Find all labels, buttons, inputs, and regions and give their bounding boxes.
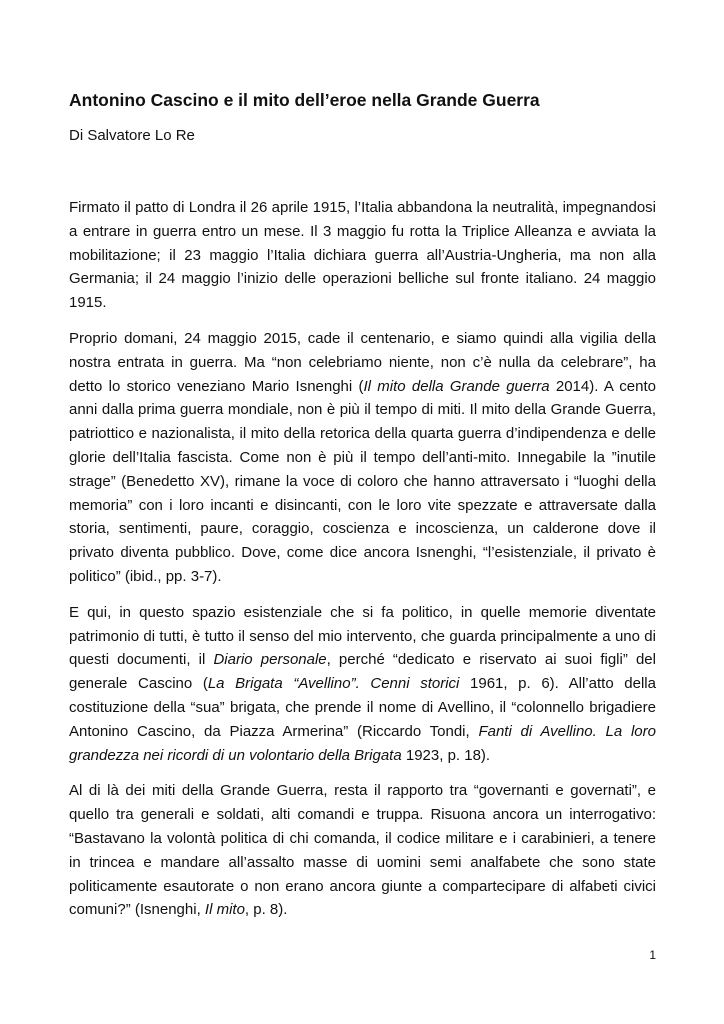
text-run: , p. 8). <box>244 901 288 919</box>
text-run: Al di là dei miti della Grande Guerra, resta il rapporto tra “governanti e governati”, e quello tra generali e soldati, alti comandi e truppa. Risuona ancora un interrogativo: “Bastavano la volontà politica di chi comanda, il codice militare e i carabinieri, a tenere in trincea e mandare all’assalto masse di uomini semi analfabete che sono state politicamente esautorate o non erano ancora giunte a compartecipare di alfabeti civici comuni?” (Isnenghi, <box>69 782 656 919</box>
text-run: , perché “dedicato e riservato ai suoi figli” del generale Cascino ( <box>69 651 656 693</box>
italic-text-run: Diario personale <box>213 651 327 669</box>
paragraph-1 <box>69 196 656 315</box>
italic-text-run: Il mito della Grande guerra <box>363 377 550 395</box>
text-run: Proprio domani, 24 maggio 2015, cade il centenario, e siamo quindi alla vigilia della nostra entrata in guerra. Ma “non celebriamo niente, non c’è nulla da celebrare”, ha detto lo storico veneziano Mario Isnenghi ( <box>69 329 656 395</box>
text-run: 1961, p. 6). All’atto della costituzione della “sua” brigata, che prende il nome di Avellino, il “colonnello brigadiere Antonino Cascino, da Piazza Armerina” (Riccardo Tondi, <box>69 675 656 740</box>
author-line: Di Salvatore Lo Re <box>69 127 195 144</box>
italic-text-run: Fanti di Avellino. La loro grandezza nei ricordi di un volontario della Brigata <box>69 722 656 764</box>
document-title: Antonino Cascino e il mito dell’eroe nella Grande Guerra <box>69 90 540 110</box>
paragraph-3 <box>69 601 656 768</box>
paragraph-4 <box>69 779 656 922</box>
paragraph-2 <box>69 327 656 589</box>
text-run: Firmato il patto di Londra il 26 aprile 1915, l’Italia abbandona la neutralità, impegnandosi a entrare in guerra entro un mese. Il 3 maggio fu rotta la Triplice Alleanza e avviata la mobilitazione; il 23 maggio l’Italia dichiara guerra all’Austria-Ungheria, ma non alla Germania; il 24 maggio l’inizio delle operazioni belliche sul fronte italiano. 24 maggio 1915. <box>69 199 656 312</box>
text-run: 1923, p. 18). <box>401 746 491 764</box>
italic-text-run: La Brigata “Avellino”. Cenni storici <box>207 675 460 693</box>
article-body <box>69 196 656 934</box>
text-run: E qui, in questo spazio esistenziale che si fa politico, in quelle memorie diventate patrimonio di tutti, è tutto il senso del mio intervento, che guarda principalmente a uno di questi documenti, il <box>69 603 656 669</box>
text-run: 2014). A cento anni dalla prima guerra mondiale, non è più il tempo di miti. Il mito della Grande Guerra, patriottico e nazionalista, il mito della retorica della quarta guerra d’indipendenza e delle glorie dell’Italia fascista. Come non è più il tempo dell’anti-mito. Innegabile la ”inutile strage” (Benedetto XV), rimane la voce di coloro che hanno attraversato i “luoghi della memoria” con i loro incanti e disincanti, con le loro vite spezzate e attraversate dalla storia, sentimenti, paure, coraggio, coscienza e incoscienza, un calderone dove il privato diventa pubblico. Dove, come dice ancora Isnenghi, “l’esistenziale, il privato è politico” (ibid., pp. 3-7). <box>69 377 657 585</box>
italic-text-run: Il mito <box>204 901 245 919</box>
page-number: 1 <box>649 948 656 962</box>
